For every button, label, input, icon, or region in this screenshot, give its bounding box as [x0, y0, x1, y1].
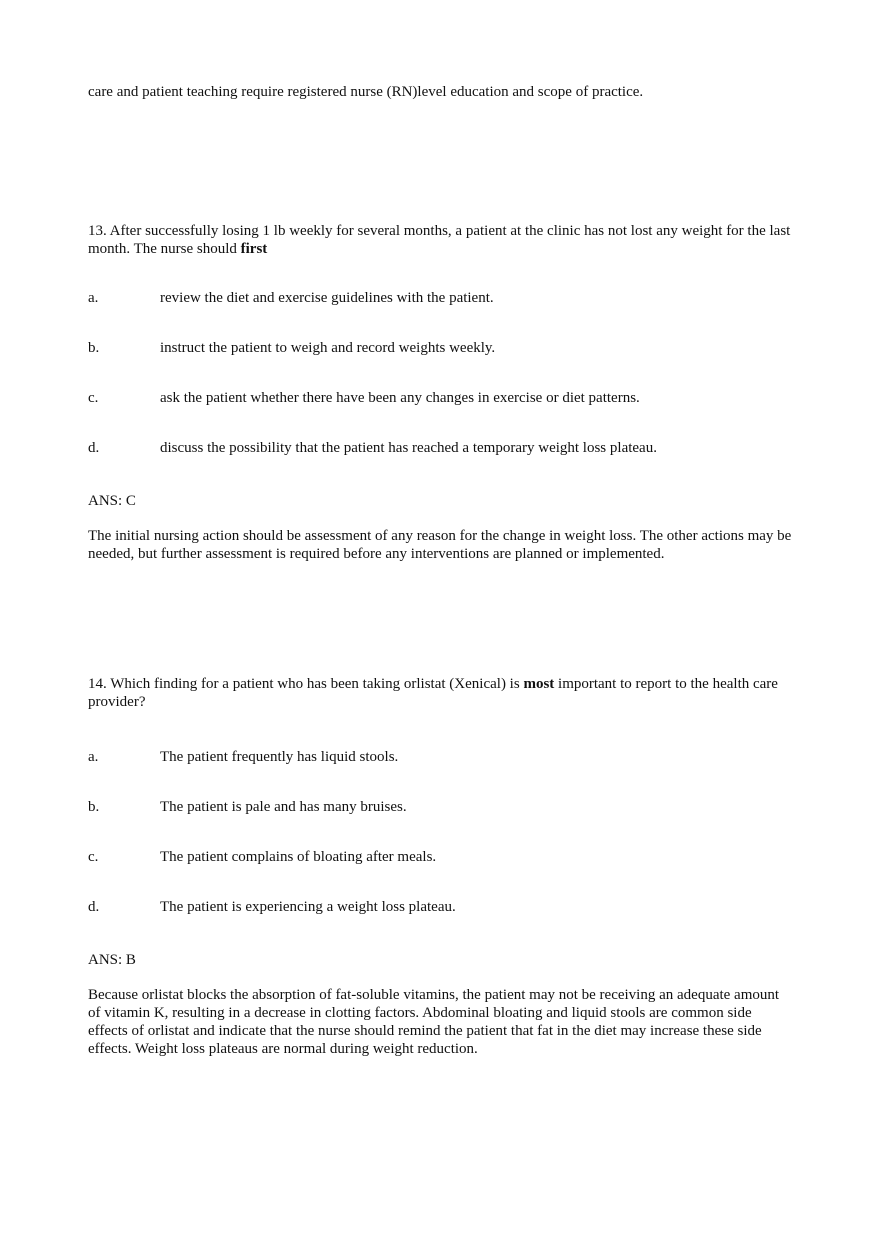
q14-option-c-letter: c.	[88, 849, 99, 865]
q13-option-b-letter: b.	[88, 340, 100, 356]
q14-option-a-text: The patient frequently has liquid stools.	[160, 749, 399, 765]
q13-option-d-letter: d.	[88, 440, 100, 456]
intro-line: care and patient teaching require registered nurse (RN)level education and scope of practice.	[88, 84, 644, 100]
question-14-emphasis: most	[523, 676, 555, 692]
q13-option-d-text: discuss the possibility that the patient has reached a temporary weight loss plateau.	[160, 440, 657, 456]
q14-rationale: Because orlistat blocks the absorption of fat-soluble vitamins, the patient may not be receiving an adequate amount of vitamin K, resulting in a decrease in clotting factors. Abdominal bloating and liquid stools are common side effects of orlistat and indicate that the nurse should remind the patient that fat in the diet may increase these side effects. Weight loss plateaus are normal during weight reduction.	[88, 987, 780, 1057]
q14-option-b-letter: b.	[88, 799, 100, 815]
q13-option-a-text: review the diet and exercise guidelines with the patient.	[160, 290, 494, 306]
q14-answer: ANS: B	[88, 952, 136, 968]
question-14-text: 14. Which finding for a patient who has been taking orlistat (Xenical) is	[88, 676, 524, 692]
q14-option-b-text: The patient is pale and has many bruises.	[160, 799, 407, 815]
q14-option-c-text: The patient complains of bloating after meals.	[160, 849, 437, 865]
q14-option-d-text: The patient is experiencing a weight loss plateau.	[160, 899, 456, 915]
q14-option-d-letter: d.	[88, 899, 100, 915]
question-13-emphasis: first	[240, 241, 268, 257]
q13-answer: ANS: C	[88, 493, 136, 509]
q13-option-b-text: instruct the patient to weigh and record weights weekly.	[160, 340, 496, 356]
question-14-stem	[88, 675, 796, 711]
q13-option-c-letter: c.	[88, 390, 99, 406]
q13-rationale: The initial nursing action should be assessment of any reason for the change in weight loss. The other actions may be needed, but further assessment is required before any interventions are planned or implemented.	[88, 528, 792, 562]
question-13-stem	[88, 222, 796, 258]
question-13-text: 13. After successfully losing 1 lb weekly for several months, a patient at the clinic has not lost any weight for the last month. The nurse should	[88, 223, 791, 257]
q13-option-a-letter: a.	[88, 290, 99, 306]
question-14-text-after: important to report to the health care provider?	[88, 676, 778, 710]
q13-option-c-text: ask the patient whether there have been any changes in exercise or diet patterns.	[160, 390, 640, 406]
q14-option-a-letter: a.	[88, 749, 99, 765]
